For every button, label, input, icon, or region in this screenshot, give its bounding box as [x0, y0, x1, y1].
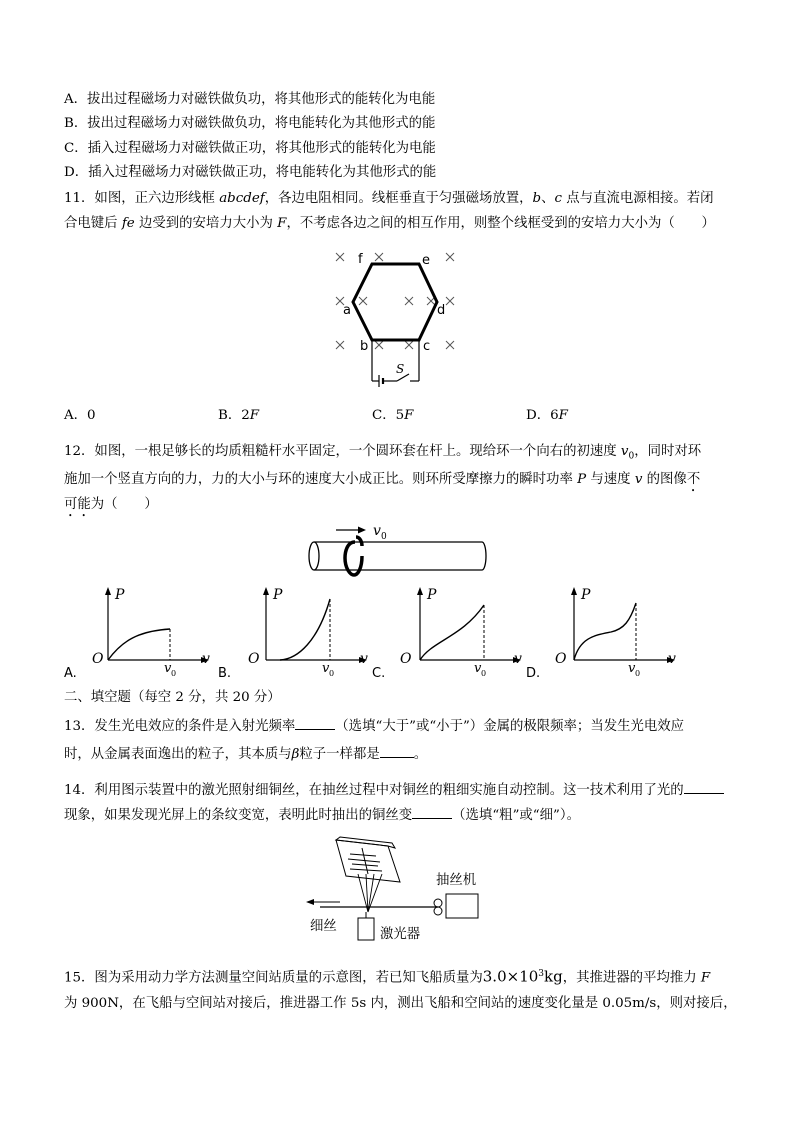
answer-blank[interactable] — [295, 717, 335, 730]
vertex-label-e: e — [422, 253, 430, 268]
svg-text:P: P — [427, 587, 437, 603]
pv-graph-c — [372, 585, 532, 680]
svg-text:O: O — [555, 651, 567, 667]
field-cross — [375, 341, 383, 349]
q11-stem-line1: 11．如图，正六边形线框 abcdef，各边电阻相同。线框垂直于匀强磁场放置，b、c 点与直流电源相接。若闭 — [64, 191, 714, 206]
svg-text:v: v — [474, 661, 482, 676]
machine-label: 抽丝机 — [436, 873, 477, 888]
hexagon-circuit-figure — [325, 244, 470, 389]
svg-text:P: P — [115, 587, 125, 603]
section-heading-fill-in: 二、填空题（每空 2 分，共 20 分） — [64, 690, 281, 705]
q14-stem-line2: 现象，如果发现光屏上的条纹变宽，表明此时抽出的铜丝变 （选填“粗”或“细”）。 — [64, 808, 580, 823]
q11-stem-line2: 合电键后 fe 边受到的安培力大小为 F，不考虑各边之间的相互作用，则整个线框受到的安培力大小为（ ） — [64, 216, 715, 231]
field-cross — [359, 297, 367, 305]
svg-text:O: O — [92, 651, 104, 667]
graph-label-c: C. — [372, 666, 386, 680]
q12-stem-line3: 可能为（ ） — [64, 497, 158, 512]
q10-option-a: A．拔出过程磁场力对磁铁做负功，将其他形式的能转化为电能 — [64, 92, 436, 107]
svg-text:O: O — [248, 651, 260, 667]
laser-device-box — [358, 918, 374, 940]
svg-text:0: 0 — [635, 669, 641, 678]
field-cross — [375, 253, 383, 261]
svg-text:v: v — [668, 651, 676, 667]
field-cross — [336, 253, 344, 261]
field-cross — [446, 297, 454, 305]
svg-text:v: v — [164, 661, 172, 676]
q10-option-b: B．拔出过程磁场力对磁铁做负功，将电能转化为其他形式的能 — [64, 116, 436, 131]
svg-text:v: v — [514, 651, 522, 667]
hexagon-frame — [353, 264, 437, 340]
field-cross — [446, 341, 454, 349]
q12-stem-line2: 施加一个竖直方向的力，力的大小与环的速度大小成正比。则环所受摩擦力的瞬时功率 P 与速度 v 的图像不 — [64, 472, 701, 487]
svg-text:O: O — [400, 651, 412, 667]
svg-text:v: v — [628, 661, 636, 676]
q10-option-d: D．插入过程磁场力对磁铁做正功，将电能转化为其他形式的能 — [64, 165, 437, 180]
q11-option-b: B．2F — [218, 408, 260, 423]
q13-stem-line2: 时，从金属表面逸出的粒子，其本质与β粒子一样都是 。 — [64, 747, 428, 762]
field-cross — [336, 341, 344, 349]
graph-label-d: D. — [526, 666, 541, 680]
svg-text:P: P — [273, 587, 283, 603]
q14-stem-line1: 14．利用图示装置中的激光照射细铜丝，在抽丝过程中对铜丝的粗细实施自动控制。这一技术利用了光的 — [64, 781, 724, 800]
q12-stem-line1: 12．如图，一根足够长的均质粗糙杆水平固定，一个圆环套在杆上。现给环一个向右的初速度 $v_0$，同时对环 — [64, 444, 702, 462]
pv-curve-d — [574, 603, 636, 660]
q11-option-c: C．5F — [372, 408, 414, 423]
vertex-label-b: b — [360, 339, 369, 354]
q11-option-a: A．0 — [64, 408, 96, 423]
answer-blank[interactable] — [684, 781, 724, 794]
rod-ring-figure — [300, 520, 490, 580]
svg-text:v: v — [360, 651, 368, 667]
vertex-label-a: a — [343, 303, 351, 318]
v0-subscript: 0 — [381, 532, 387, 542]
vertex-label-f: f — [358, 252, 363, 267]
drawing-machine-box — [446, 894, 478, 918]
q10-option-c: C．插入过程磁场力对磁铁做正功，将其他形式的能转化为电能 — [64, 141, 436, 156]
graph-label-b: B. — [218, 666, 232, 680]
vertex-label-c: c — [423, 339, 431, 354]
laser-wire-figure — [300, 832, 495, 947]
svg-text:0: 0 — [481, 669, 487, 678]
pv-graph-b — [218, 585, 378, 680]
vertex-label-d: d — [437, 303, 446, 318]
v0-label: v — [373, 523, 381, 539]
field-cross — [405, 341, 413, 349]
svg-text:P: P — [581, 587, 591, 603]
pv-curve-b — [280, 599, 330, 660]
q13-stem-line1: 13．发生光电效应的条件是入射光频率 （选填“大于”或“小于”）金属的极限频率；当发生光电效应 — [64, 719, 685, 734]
q15-stem-line2: 为 900N，在飞船与空间站对接后，推进器工作 5s 内，测出飞船和空间站的速度变化量是 0.05m/s，则对接后， — [64, 996, 737, 1011]
svg-text:0: 0 — [329, 669, 335, 678]
svg-text:v: v — [322, 661, 330, 676]
svg-text:0: 0 — [171, 669, 177, 678]
answer-blank[interactable] — [412, 806, 452, 819]
wire-label: 细丝 — [310, 919, 337, 934]
field-cross — [405, 297, 413, 305]
pv-graph-a — [60, 585, 220, 680]
answer-blank[interactable] — [380, 745, 414, 758]
laser-label: 激光器 — [380, 927, 421, 942]
pv-graph-d — [526, 585, 686, 680]
graph-label-a: A. — [64, 666, 77, 680]
q11-option-d: D．6F — [526, 408, 568, 423]
pv-curve-c — [420, 605, 484, 660]
q15-stem-line1: 15．图为采用动力学方法测量空间站质量的示意图，若已知飞船质量为$3.0\times 10^3kg$，其推进器的平均推力 F — [64, 967, 711, 986]
field-cross — [446, 253, 454, 261]
pv-curve-a — [108, 629, 170, 660]
light-screen — [336, 837, 400, 882]
switch-label: S — [396, 362, 405, 376]
svg-text:v: v — [202, 651, 210, 667]
